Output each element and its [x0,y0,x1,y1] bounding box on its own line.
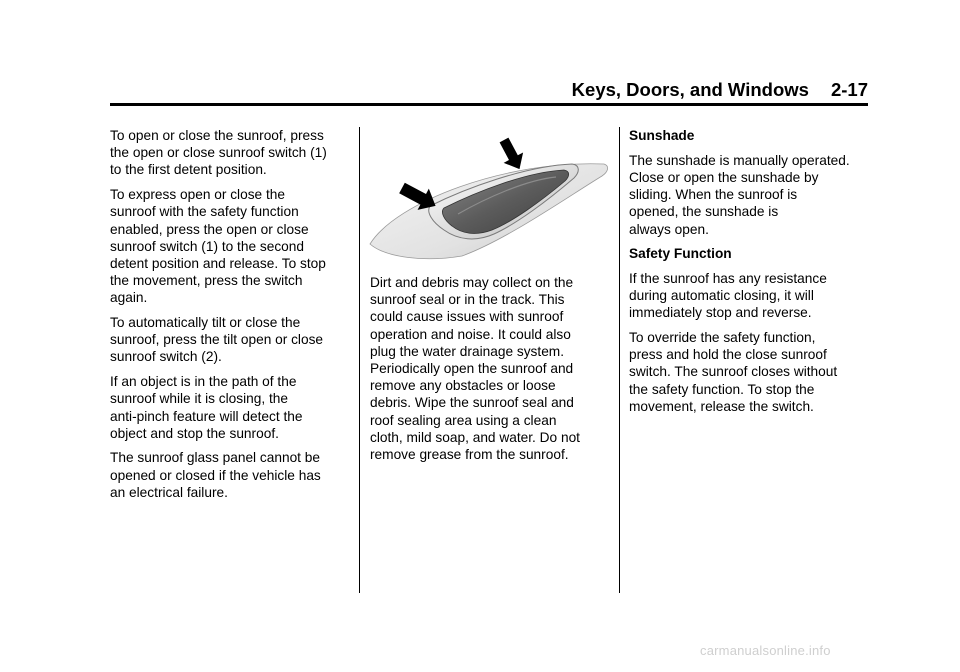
text-column-2 [370,274,610,471]
column-divider [619,127,620,593]
safety-function-heading: Safety Function [629,246,732,262]
paragraph: To open or close the sunroof, press the open or close sunroof switch (1) to the first detent position. [110,128,327,178]
sunroof-illustration [366,132,610,262]
paragraph: The sunroof glass panel cannot be opened or closed if the vehicle has an electrical failure. [110,450,321,500]
paragraph: To express open or close the sunroof with the safety function enabled, press the open or close sunroof switch (1) to the second detent position and release. To stop the movement, press the switch again. [110,187,326,306]
text-column-3 [629,127,869,423]
watermark: carmanualsonline.info [700,643,831,658]
paragraph: If the sunroof has any resistance during automatic closing, it will immediately stop and reverse. [629,270,827,321]
column-divider [359,127,360,593]
paragraph: Dirt and debris may collect on the sunroof seal or in the track. This could cause issues with sunroof operation and noise. It could also plug the water drainage system. Periodically open the sunroof and remove any obstacles or loose debris. Wipe the sunroof seal and roof sealing area using a clean cloth, mild soap, and water. Do not remove grease from the sunroof. [370,275,580,463]
text-column-1 [110,127,350,509]
section-title: Keys, Doors, and Windows [571,79,809,100]
arrow-icon [494,135,529,174]
paragraph: To automatically tilt or close the sunroof, press the tilt open or close sunroof switch (2). [110,315,324,365]
sunshade-heading: Sunshade [629,128,695,143]
paragraph: The sunshade is manually operated. Close or open the sunshade by sliding. When the sunroof is opened, the sunshade is always open. [629,152,850,237]
page-number: 2-17 [830,79,868,100]
header-rule [110,103,868,106]
paragraph: If an object is in the path of the sunroof while it is closing, the anti-pinch feature will detect the object and stop the sunroof. [110,374,303,441]
page-header [110,78,868,104]
paragraph: To override the safety function, press and hold the close sunroof switch. The sunroof closes without the safety function. To stop the movement, release the switch. [629,330,838,414]
